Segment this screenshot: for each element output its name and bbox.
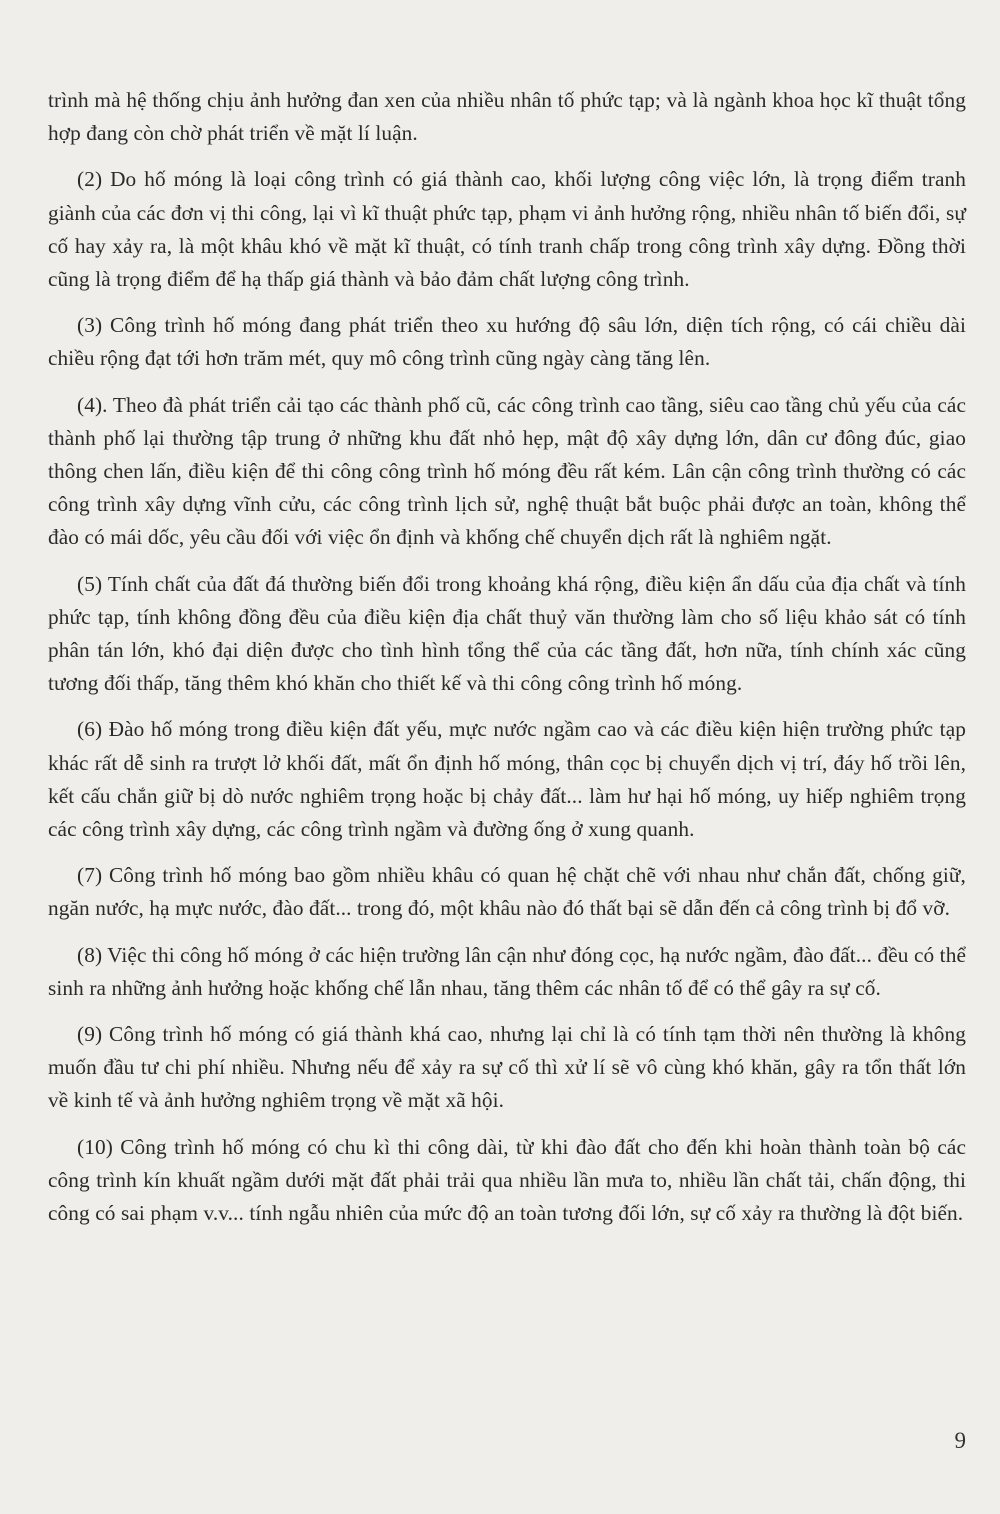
paragraph-item-3: (3) Công trình hố móng đang phát triển theo xu hướng độ sâu lớn, diện tích rộng, có cái chiều dài chiều rộng đạt tới hơn trăm mét, quy mô công trình cũng ngày càng tăng lên.	[48, 313, 966, 371]
paragraph-item-10: (10) Công trình hố móng có chu kì thi công dài, từ khi đào đất cho đến khi hoàn thành toàn bộ các công trình kín khuất ngầm dưới mặt đất phải trải qua nhiều lần mưa to, nhiều lần chất tải, chấn động, thi công có sai phạm v.v... tính ngẫu nhiên của mức độ an toàn tương đối lớn, sự cố xảy ra thường là đột biến.	[48, 1134, 966, 1226]
paragraph-item-4: (4). Theo đà phát triển cải tạo các thành phố cũ, các công trình cao tầng, siêu cao tầng chủ yếu của các thành phố lại thường tập trung ở những khu đất nhỏ hẹp, mật độ xây dựng lớn, dân cư đông đúc, giao thông chen lấn, điều kiện để thi công công trình hố móng đều rất kém. Lân cận công trình thường có các công trình xây dựng vĩnh cửu, các công trình lịch sử, nghệ thuật bắt buộc phải được an toàn, không thể đào có mái dốc, yêu cầu đối với việc ổn định và khống chế chuyển dịch rất là nghiêm ngặt.	[48, 392, 966, 550]
paragraph-continuation: trình mà hệ thống chịu ảnh hưởng đan xen của nhiều nhân tố phức tạp; và là ngành khoa học kĩ thuật tổng hợp đang còn chờ phát triển về mặt lí luận.	[48, 88, 966, 146]
paragraph-item-7: (7) Công trình hố móng bao gồm nhiều khâu có quan hệ chặt chẽ với nhau như chắn đất, chống giữ, ngăn nước, hạ mực nước, đào đất... trong đó, một khâu nào đó thất bại sẽ dẫn đến cả công trình bị đổ vỡ.	[48, 863, 966, 921]
paragraph-item-8: (8) Việc thi công hố móng ở các hiện trường lân cận như đóng cọc, hạ nước ngầm, đào đất... đều có thể sinh ra những ảnh hưởng hoặc khống chế lẫn nhau, tăng thêm các nhân tố để có thể gây ra sự cố.	[48, 942, 966, 1000]
paragraph-item-9: (9) Công trình hố móng có giá thành khá cao, nhưng lại chỉ là có tính tạm thời nên thường là không muốn đầu tư chi phí nhiều. Nhưng nếu để xảy ra sự cố thì xử lí sẽ vô cùng khó khăn, gây ra tổn thất lớn về kinh tế và ảnh hưởng nghiêm trọng về mặt xã hội.	[48, 1022, 966, 1113]
page-number: 9	[954, 1428, 966, 1453]
paragraph-item-5: (5) Tính chất của đất đá thường biến đổi trong khoảng khá rộng, điều kiện ẩn dấu của địa chất và tính phức tạp, tính không đồng đều của điều kiện địa chất thuỷ văn thường làm cho số liệu khảo sát có tính phân tán lớn, khó đại diện được cho tình hình tổng thể của các tầng đất, hơn nữa, tính chính xác cũng tương đối thấp, tăng thêm khó khăn cho thiết kế và thi công công trình hố móng.	[48, 571, 966, 696]
paragraph-item-6: (6) Đào hố móng trong điều kiện đất yếu, mực nước ngầm cao và các điều kiện hiện trường phức tạp khác rất dễ sinh ra trượt lở khối đất, mất ổn định hố móng, thân cọc bị chuyển dịch vị trí, đáy hố trồi lên, kết cấu chắn giữ bị dò nước nghiêm trọng hoặc bị chảy đất... làm hư hại hố móng, uy hiếp nghiêm trọng các công trình xây dựng, các công trình ngầm và đường ống ở xung quanh.	[48, 717, 966, 842]
paragraph-item-2: (2) Do hố móng là loại công trình có giá thành cao, khối lượng công việc lớn, là trọng điểm tranh giành của các đơn vị thi công, lại vì kĩ thuật phức tạp, phạm vi ảnh hưởng rộng, nhiều nhân tố biến đổi, sự cố hay xảy ra, là một khâu khó về mặt kĩ thuật, có tính tranh chấp trong công trình xây dựng. Đồng thời cũng là trọng điểm để hạ thấp giá thành và bảo đảm chất lượng công trình.	[48, 167, 966, 292]
